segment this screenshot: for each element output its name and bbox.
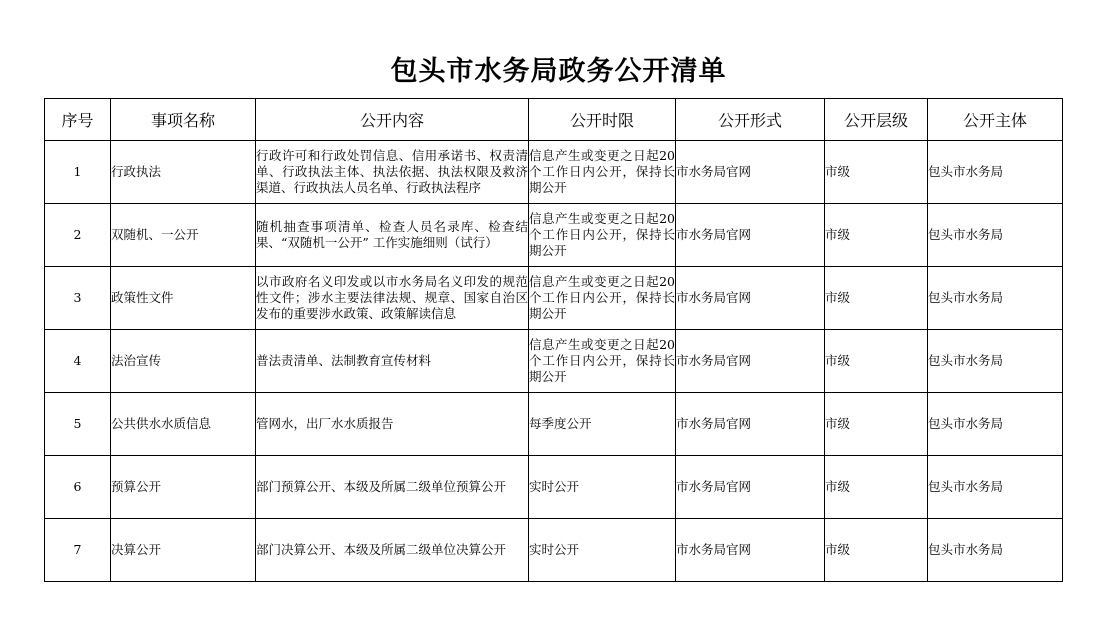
header-level: 公开层级 bbox=[825, 99, 928, 141]
table-row bbox=[45, 267, 1063, 330]
cell-item: 决算公开 bbox=[111, 519, 256, 582]
cell-seq: 4 bbox=[45, 330, 111, 393]
cell-item: 政策性文件 bbox=[111, 267, 256, 330]
header-form: 公开形式 bbox=[676, 99, 825, 141]
table-row bbox=[45, 456, 1063, 519]
cell-form: 市水务局官网 bbox=[676, 519, 825, 582]
cell-subject: 包头市水务局 bbox=[928, 204, 1063, 267]
cell-content: 普法责清单、法制教育宣传材料 bbox=[256, 330, 529, 393]
table-row bbox=[45, 393, 1063, 456]
header-subject: 公开主体 bbox=[928, 99, 1063, 141]
cell-content: 以市政府名义印发或以市水务局名义印发的规范性文件；涉水主要法律法规、规章、国家自治区发布的重要涉水政策、政策解读信息 bbox=[256, 267, 529, 330]
cell-seq: 6 bbox=[45, 456, 111, 519]
table-row bbox=[45, 204, 1063, 267]
cell-content: 部门决算公开、本级及所属二级单位决算公开 bbox=[256, 519, 529, 582]
cell-seq: 2 bbox=[45, 204, 111, 267]
cell-time-limit: 信息产生或变更之日起20个工作日内公开，保持长期公开 bbox=[529, 204, 676, 267]
cell-form: 市水务局官网 bbox=[676, 204, 825, 267]
cell-time-limit: 信息产生或变更之日起20个工作日内公开，保持长期公开 bbox=[529, 267, 676, 330]
header-content: 公开内容 bbox=[256, 99, 529, 141]
cell-subject: 包头市水务局 bbox=[928, 141, 1063, 204]
cell-item: 预算公开 bbox=[111, 456, 256, 519]
cell-subject: 包头市水务局 bbox=[928, 393, 1063, 456]
cell-content: 随机抽查事项清单、检查人员名录库、检查结果、“双随机一公开” 工作实施细则（试行） bbox=[256, 204, 529, 267]
table-row bbox=[45, 519, 1063, 582]
cell-time-limit: 实时公开 bbox=[529, 456, 676, 519]
table-row bbox=[45, 330, 1063, 393]
cell-level: 市级 bbox=[825, 204, 928, 267]
header-row bbox=[45, 99, 1063, 141]
cell-form: 市水务局官网 bbox=[676, 267, 825, 330]
cell-level: 市级 bbox=[825, 393, 928, 456]
cell-time-limit: 实时公开 bbox=[529, 519, 676, 582]
cell-level: 市级 bbox=[825, 330, 928, 393]
cell-time-limit: 信息产生或变更之日起20个工作日内公开，保持长期公开 bbox=[529, 330, 676, 393]
cell-subject: 包头市水务局 bbox=[928, 267, 1063, 330]
cell-seq: 7 bbox=[45, 519, 111, 582]
document-title: 包头市水务局政务公开清单 bbox=[390, 56, 727, 87]
cell-form: 市水务局官网 bbox=[676, 456, 825, 519]
cell-item: 双随机、一公开 bbox=[111, 204, 256, 267]
cell-form: 市水务局官网 bbox=[676, 330, 825, 393]
header-item: 事项名称 bbox=[111, 99, 256, 141]
cell-seq: 1 bbox=[45, 141, 111, 204]
cell-subject: 包头市水务局 bbox=[928, 330, 1063, 393]
cell-level: 市级 bbox=[825, 519, 928, 582]
cell-content: 管网水，出厂水水质报告 bbox=[256, 393, 529, 456]
cell-item: 公共供水水质信息 bbox=[111, 393, 256, 456]
cell-content: 部门预算公开、本级及所属二级单位预算公开 bbox=[256, 456, 529, 519]
cell-time-limit: 每季度公开 bbox=[529, 393, 676, 456]
cell-content: 行政许可和行政处罚信息、信用承诺书、权责清单、行政执法主体、执法依据、执法权限及救济渠道、行政执法人员名单、行政执法程序 bbox=[256, 141, 529, 204]
header-time-limit: 公开时限 bbox=[529, 99, 676, 141]
cell-item: 法治宣传 bbox=[111, 330, 256, 393]
table-row bbox=[45, 141, 1063, 204]
cell-level: 市级 bbox=[825, 141, 928, 204]
header-seq: 序号 bbox=[45, 99, 111, 141]
cell-seq: 3 bbox=[45, 267, 111, 330]
disclosure-table bbox=[44, 98, 1063, 582]
cell-subject: 包头市水务局 bbox=[928, 456, 1063, 519]
cell-subject: 包头市水务局 bbox=[928, 519, 1063, 582]
cell-level: 市级 bbox=[825, 267, 928, 330]
cell-seq: 5 bbox=[45, 393, 111, 456]
cell-level: 市级 bbox=[825, 456, 928, 519]
cell-form: 市水务局官网 bbox=[676, 393, 825, 456]
cell-time-limit: 信息产生或变更之日起20个工作日内公开，保持长期公开 bbox=[529, 141, 676, 204]
cell-form: 市水务局官网 bbox=[676, 141, 825, 204]
cell-item: 行政执法 bbox=[111, 141, 256, 204]
